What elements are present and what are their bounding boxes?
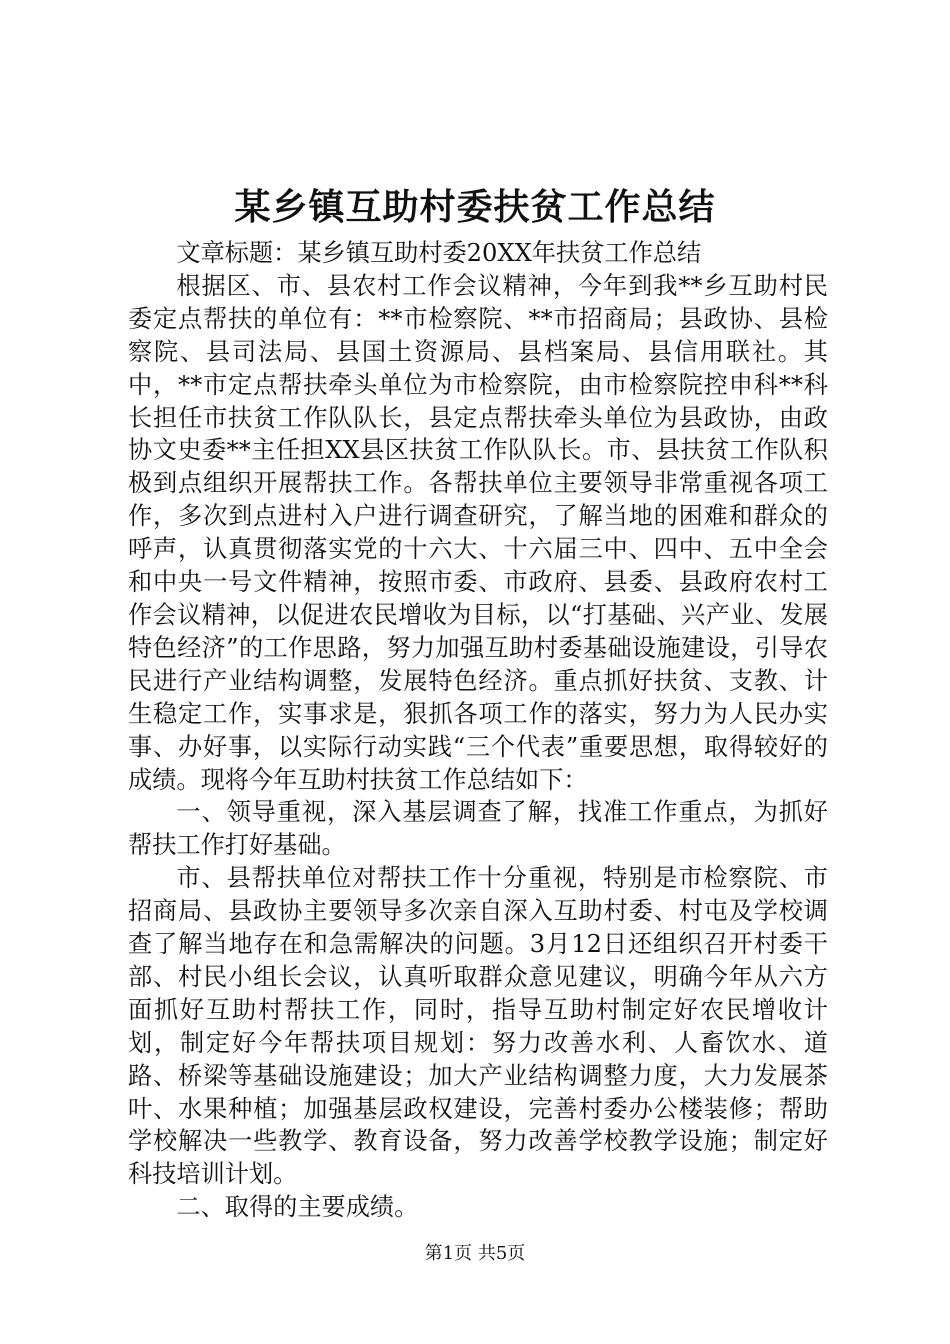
document-body (128, 237, 828, 1224)
section-paragraph-1: 市、县帮扶单位对帮扶工作十分重视，特别是市检察院、市招商局、县政协主要领导多次亲自深入互助村委、村屯及学校调查了解当地存在和急需解决的问题。3月12日还组织召开村委干部、村民小组长会议，认真听取群众意见建议，明确今年从六方面抓好互助村帮扶工作，同时，指导互助村制定好农民增收计划，制定好今年帮扶项目规划：努力改善水利、人畜饮水、道路、桥梁等基础设施建设；加大产业结构调整力度，大力发展茶叶、水果种植；加强基层政权建设，完善村委办公楼装修；帮助学校解决一些教学、教育设备，努力改善学校教学设施；制定好科技培训计划。 (128, 864, 828, 1189)
section-heading-2: 二、取得的主要成绩。 (176, 1193, 419, 1222)
section-heading-1: 一、领导重视，深入基层调查了解，找准工作重点，为抓好帮扶工作打好基础。 (128, 798, 828, 860)
document-title: 某乡镇互助村委扶贫工作总结 (234, 186, 716, 228)
page-number-footer: 第1页 共5页 (424, 1243, 526, 1264)
intro-paragraph: 根据区、市、县农村工作会议精神，今年到我**乡互助村民委定点帮扶的单位有：**市检察院、**市招商局；县政协、县检察院、县司法局、县国土资源局、县档案局、县信用联社。其中，**市定点帮扶牵头单位为市检察院，由市检察院控申科**科长担任市扶贫工作队队长，县定点帮扶牵头单位为县政协，由政协文史委**主任担XX县区扶贫工作队队长。市、县扶贫工作队积极到点组织开展帮扶工作。各帮扶单位主要领导非常重视各项工作，多次到点进村入户进行调查研究，了解当地的困难和群众的呼声，认真贯彻落实党的十六大、十六届三中、四中、五中全会和中央一号文件精神，按照市委、市政府、县委、县政府农村工作会议精神，以促进农民增收为目标，以“打基础、兴产业、发展特色经济”的工作思路，努力加强互助村委基础设施建设，引导农民进行产业结构调整，发展特色经济。重点抓好扶贫、支教、计生稳定工作，实事求是，狠抓各项工作的落实，努力为人民办实事、办好事，以实际行动实践“三个代表”重要思想，取得较好的成绩。现将今年互助村扶贫工作总结如下： (128, 271, 828, 794)
article-title-line: 文章标题：某乡镇互助村委20XX年扶贫工作总结 (176, 239, 702, 267)
